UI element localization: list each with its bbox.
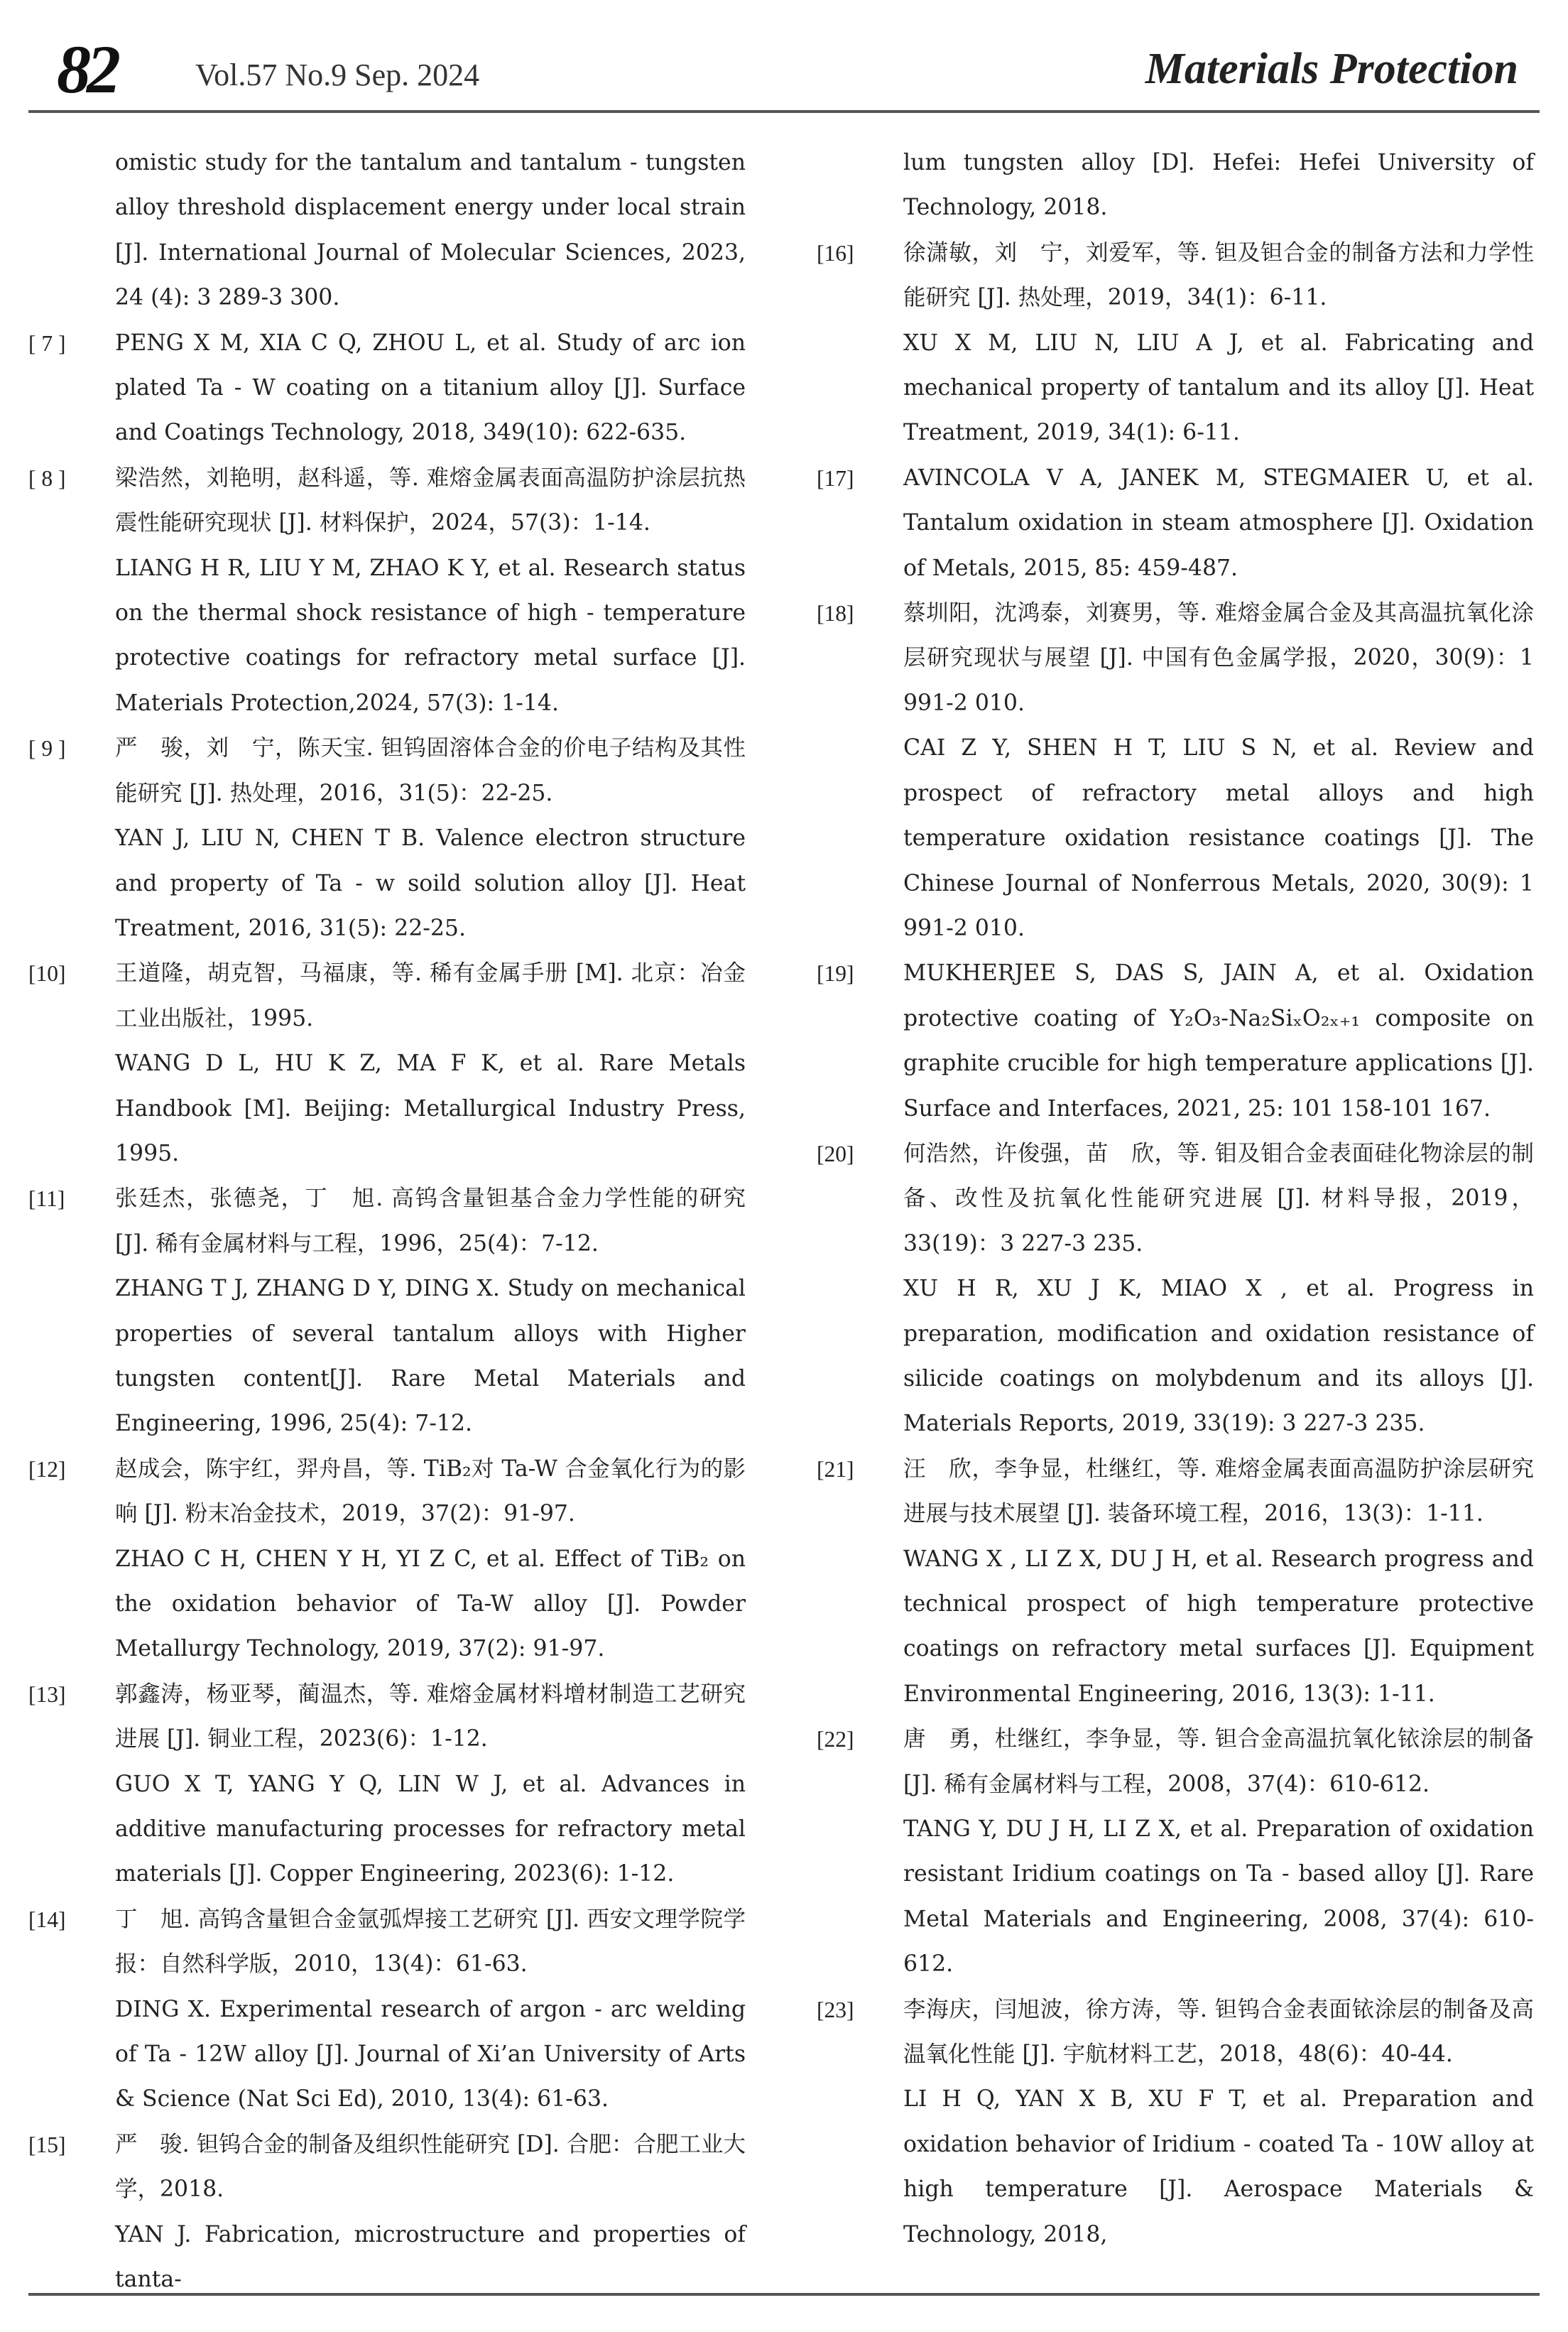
- reference-entry: [817, 1987, 1534, 2257]
- reference-text: PENG X M, XIA C Q, ZHOU L, et al. Study of arc ion plated Ta - W coating on a titanium alloy [J]. Surface and Coatings Technology, 2018, 349(10): 622-635.: [115, 330, 746, 446]
- right-column: [817, 141, 1534, 2279]
- reference-text: XU X M, LIU N, LIU A J, et al. Fabricating and mechanical property of tantalum and its alloy [J]. Heat Treatment, 2019, 34(1): 6-11.: [903, 330, 1534, 446]
- reference-text: 蔡圳阳，沈鸿泰，刘赛男，等. 难熔金属合金及其高温抗氧化涂层研究现状与展望 [J]. 中国有色金属学报，2020，30(9)：1 991-2 010.: [903, 600, 1534, 716]
- reference-text: 徐潇敏，刘 宁，刘爱军，等. 钽及钽合金的制备方法和力学性能研究 [J]. 热处理，2019，34(1)：6-11.: [903, 239, 1534, 311]
- reference-number: [17]: [817, 465, 854, 491]
- reference-text: ZHANG T J, ZHANG D Y, DING X. Study on mechanical properties of several tantalum alloys with Higher tungsten content[J]. Rare Metal Materials and Engineering, 1996, 25(4): 7-12.: [115, 1276, 746, 1437]
- header-rule: [28, 110, 1540, 113]
- reference-entry: [28, 1447, 746, 1672]
- reference-text: 张廷杰，张德尧，丁 旭. 高钨含量钽基合金力学性能的研究 [J]. 稀有金属材料与工程，1996，25(4)：7-12.: [115, 1186, 746, 1257]
- reference-number: [20]: [817, 1141, 854, 1166]
- reference-entry: [28, 726, 746, 951]
- reference-text: TANG Y, DU J H, LI Z X, et al. Preparation of oxidation resistant Iridium coatings on Ta - based alloy [J]. Rare Metal Materials and Engineering, 2008, 37(4): 610-612.: [903, 1816, 1534, 1978]
- reference-text: 梁浩然，刘艳明，赵科遥，等. 难熔金属表面高温防护涂层抗热震性能研究现状 [J]. 材料保护，2024，57(3)：1-14.: [115, 465, 746, 536]
- journal-title: Materials Protection: [1145, 45, 1518, 93]
- reference-text: WANG X , LI Z X, DU J H, et al. Research progress and technical prospect of high temperature protective coatings on refractory metal surfaces [J]. Equipment Environmental Engineering, 2016, 13(3): 1-11.: [903, 1546, 1534, 1707]
- reference-text: 赵成会，陈宇红，羿舟昌，等. TiB₂对 Ta-W 合金氧化行为的影响 [J]. 粉末冶金技术，2019，37(2)：91-97.: [115, 1455, 746, 1527]
- reference-entry: [817, 1132, 1534, 1447]
- reference-entry: [28, 2122, 746, 2303]
- reference-entry: [28, 951, 746, 1176]
- reference-number: [16]: [817, 240, 854, 266]
- reference-text: MUKHERJEE S, DAS S, JAIN A, et al. Oxidation protective coating of Y₂O₃-Na₂SiₓO₂ₓ₊₁ composite on graphite crucible for high temperature applications [J]. Surface and Interfaces, 2021, 25: 101 158-101 167.: [903, 960, 1534, 1122]
- reference-text: 何浩然，许俊强，苗 欣，等. 钼及钼合金表面硅化物涂层的制备、改性及抗氧化性能研究进展 [J]. 材料导报，2019，33(19)：3 227-3 235.: [903, 1140, 1534, 1257]
- reference-text: lum tungsten alloy [D]. Hefei: Hefei University of Technology, 2018.: [903, 150, 1534, 221]
- reference-number: [14]: [28, 1907, 66, 1932]
- reference-entry: [817, 591, 1534, 951]
- reference-text: 严 骏，刘 宁，陈天宝. 钽钨固溶体合金的价电子结构及其性能研究 [J]. 热处理，2016，31(5)：22-25.: [115, 735, 746, 806]
- reference-text: 郭鑫涛，杨亚琴，蔺温杰，等. 难熔金属材料增材制造工艺研究进展 [J]. 铜业工程，2023(6)：1-12.: [115, 1681, 746, 1752]
- reference-entry: [817, 1717, 1534, 1987]
- reference-entry: [817, 141, 1534, 231]
- reference-text: LI H Q, YAN X B, XU F T, et al. Preparation and oxidation behavior of Iridium - coated Ta - 10W alloy at high temperature [J]. Aerospace Materials & Technology, 2018,: [903, 2086, 1534, 2247]
- reference-text: 丁 旭. 高钨含量钽合金氩弧焊接工艺研究 [J]. 西安文理学院学报：自然科学版，2010，13(4)：61-63.: [115, 1906, 746, 1978]
- issue-info: Vol.57 No.9 Sep. 2024: [195, 58, 480, 92]
- left-column: [28, 141, 746, 2293]
- reference-entry: [28, 321, 746, 456]
- reference-text: DING X. Experimental research of argon - arc welding of Ta - 12W alloy [J]. Journal of Xi’an University of Arts & Science (Nat Sci Ed), 2010, 13(4): 61-63.: [115, 1996, 746, 2113]
- reference-number: [22]: [817, 1727, 854, 1752]
- reference-text: 唐 勇，杜继红，李争显，等. 钽合金高温抗氧化铱涂层的制备 [J]. 稀有金属材料与工程，2008，37(4)：610-612.: [903, 1726, 1534, 1797]
- reference-number: [23]: [817, 1997, 854, 2022]
- reference-entry: [28, 141, 746, 321]
- reference-text: AVINCOLA V A, JANEK M, STEGMAIER U, et al. Tantalum oxidation in steam atmosphere [J]. Oxidation of Metals, 2015, 85: 459-487.: [903, 465, 1534, 581]
- reference-entry: [817, 456, 1534, 591]
- reference-text: YAN J. Fabrication, microstructure and properties of tanta-: [115, 2221, 746, 2293]
- reference-text: WANG D L, HU K Z, MA F K, et al. Rare Metals Handbook [M]. Beijing: Metallurgical Industry Press, 1995.: [115, 1051, 746, 1166]
- reference-number: [10]: [28, 961, 66, 987]
- reference-text: XU H R, XU J K, MIAO X , et al. Progress in preparation, modification and oxidation resistance of silicide coatings on molybdenum and its alloys [J]. Materials Reports, 2019, 33(19): 3 227-3 235.: [903, 1276, 1534, 1437]
- reference-text: LIANG H R, LIU Y M, ZHAO K Y, et al. Research status on the thermal shock resistance of high - temperature protective coatings for refractory metal surface [J]. Materials Protection,2024, 57(3): 1-14.: [115, 555, 746, 716]
- reference-number: [ 8 ]: [28, 465, 66, 491]
- reference-entry: [817, 231, 1534, 456]
- reference-number: [19]: [817, 961, 854, 987]
- reference-entry: [28, 1672, 746, 1897]
- reference-text: YAN J, LIU N, CHEN T B. Valence electron structure and property of Ta - w soild solution alloy [J]. Heat Treatment, 2016, 31(5): 22-25.: [115, 825, 746, 941]
- reference-text: 王道隆，胡克智，马福康，等. 稀有金属手册 [M]. 北京：冶金工业出版社，1995.: [115, 960, 746, 1031]
- reference-text: 严 骏. 钽钨合金的制备及组织性能研究 [D]. 合肥：合肥工业大学，2018.: [115, 2131, 746, 2203]
- reference-number: [18]: [817, 601, 854, 627]
- reference-entry: [28, 1176, 746, 1446]
- reference-text: CAI Z Y, SHEN H T, LIU S N, et al. Review and prospect of refractory metal alloys and high temperature oxidation resistance coatings [J]. The Chinese Journal of Nonferrous Metals, 2020, 30(9): 1 991-2 010.: [903, 735, 1534, 941]
- reference-number: [ 7 ]: [28, 330, 66, 356]
- reference-text: 汪 欣，李争显，杜继红，等. 难熔金属表面高温防护涂层研究进展与技术展望 [J]. 装备环境工程，2016，13(3)：1-11.: [903, 1455, 1534, 1527]
- reference-entry: [28, 456, 746, 726]
- page-header: [28, 28, 1540, 107]
- footer-rule: [28, 2293, 1540, 2296]
- reference-number: [13]: [28, 1681, 66, 1707]
- reference-entry: [817, 1447, 1534, 1717]
- reference-number: [ 9 ]: [28, 736, 66, 761]
- reference-number: [15]: [28, 2132, 66, 2157]
- reference-text: 李海庆，闫旭波，徐方涛，等. 钽钨合金表面铱涂层的制备及高温氧化性能 [J]. 宇航材料工艺，2018，48(6)：40-44.: [903, 1996, 1534, 2068]
- reference-entry: [817, 951, 1534, 1132]
- reference-entry: [28, 1897, 746, 2122]
- reference-number: [12]: [28, 1456, 66, 1482]
- reference-number: [11]: [28, 1186, 65, 1212]
- reference-text: ZHAO C H, CHEN Y H, YI Z C, et al. Effect of TiB₂ on the oxidation behavior of Ta-W alloy [J]. Powder Metallurgy Technology, 2019, 37(2): 91-97.: [115, 1546, 746, 1662]
- page-number: 82: [57, 31, 116, 107]
- reference-number: [21]: [817, 1456, 854, 1482]
- reference-text: GUO X T, YANG Y Q, LIN W J, et al. Advances in additive manufacturing processes for refractory metal materials [J]. Copper Engineering, 2023(6): 1-12.: [115, 1771, 746, 1887]
- reference-text: omistic study for the tantalum and tantalum - tungsten alloy threshold displacement energy under local strain [J]. International Journal of Molecular Sciences, 2023, 24 (4): 3 289-3 300.: [115, 150, 746, 311]
